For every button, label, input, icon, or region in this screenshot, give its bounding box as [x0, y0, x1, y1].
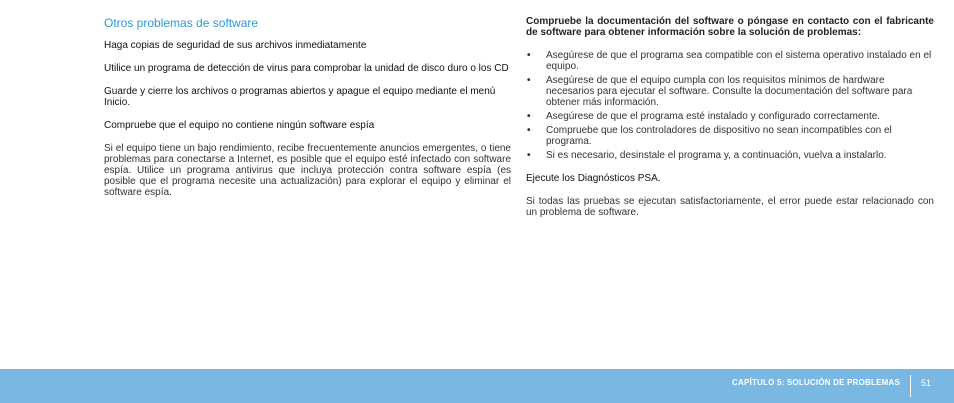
list-item-text: Si es necesario, desinstale el programa y, a continuación, vuelva a instalarlo.	[546, 150, 887, 161]
bullet-icon: •	[527, 150, 531, 161]
left-column	[104, 16, 511, 210]
heading-virus-scan: Utilice un programa de detección de virus para comprobar la unidad de disco duro o los CD	[104, 63, 509, 74]
bullet-list	[526, 50, 934, 161]
list-item-text: Asegúrese de que el programa esté instalado y configurado correctamente.	[546, 111, 881, 122]
footer-bar	[0, 369, 954, 403]
list-item	[526, 111, 934, 122]
diagnostics-heading: Ejecute los Diagnósticos PSA.	[526, 173, 661, 184]
bullet-icon: •	[527, 75, 531, 86]
list-item	[526, 125, 934, 147]
heading-spyware: Compruebe que el equipo no contiene ningún software espía	[104, 120, 375, 131]
spyware-paragraph: Si el equipo tiene un bajo rendimiento, recibe frecuentemente anuncios emergentes, o tiene problemas para conectarse a Internet, es posible que el equipo esté infectado con software espía. Utilice un programa antivirus que incluya protección contra software espía (es posible que el programa necesite una actualización) para explorar el equipo y eliminar el software espía.	[104, 143, 511, 198]
list-item	[526, 75, 934, 108]
section-title: Otros problemas de software	[104, 16, 259, 30]
page-number: 51	[921, 378, 932, 388]
heading-backup: Haga copias de seguridad de sus archivos inmediatamente	[104, 40, 367, 51]
chapter-title: CAPÍTULO 5: SOLUCIÓN DE PROBLEMAS	[732, 378, 900, 387]
list-item	[526, 50, 934, 72]
bullet-icon: •	[527, 111, 531, 122]
bullet-icon: •	[527, 125, 531, 136]
list-item-text: Asegúrese de que el programa sea compatible con el sistema operativo instalado en el equipo.	[546, 50, 932, 72]
right-column	[526, 16, 934, 230]
list-item	[526, 150, 934, 161]
documentation-intro: Compruebe la documentación del software o póngase en contacto con el fabricante de software para obtener información sobre la solución de problemas:	[526, 16, 934, 38]
list-item-text: Asegúrese de que el equipo cumpla con los requisitos mínimos de hardware necesarios para ejecutar el software. Consulte la documentación del software para obtener más información.	[546, 75, 913, 108]
list-item-text: Compruebe que los controladores de dispositivo no sean incompatibles con el programa.	[546, 125, 892, 147]
closing-paragraph: Si todas las pruebas se ejecutan satisfactoriamente, el error puede estar relacionado con un problema de software.	[526, 196, 934, 218]
bullet-icon: •	[527, 50, 531, 61]
heading-save-close: Guarde y cierre los archivos o programas abiertos y apague el equipo mediante el menú Inicio.	[104, 86, 496, 108]
footer-divider	[910, 375, 911, 397]
